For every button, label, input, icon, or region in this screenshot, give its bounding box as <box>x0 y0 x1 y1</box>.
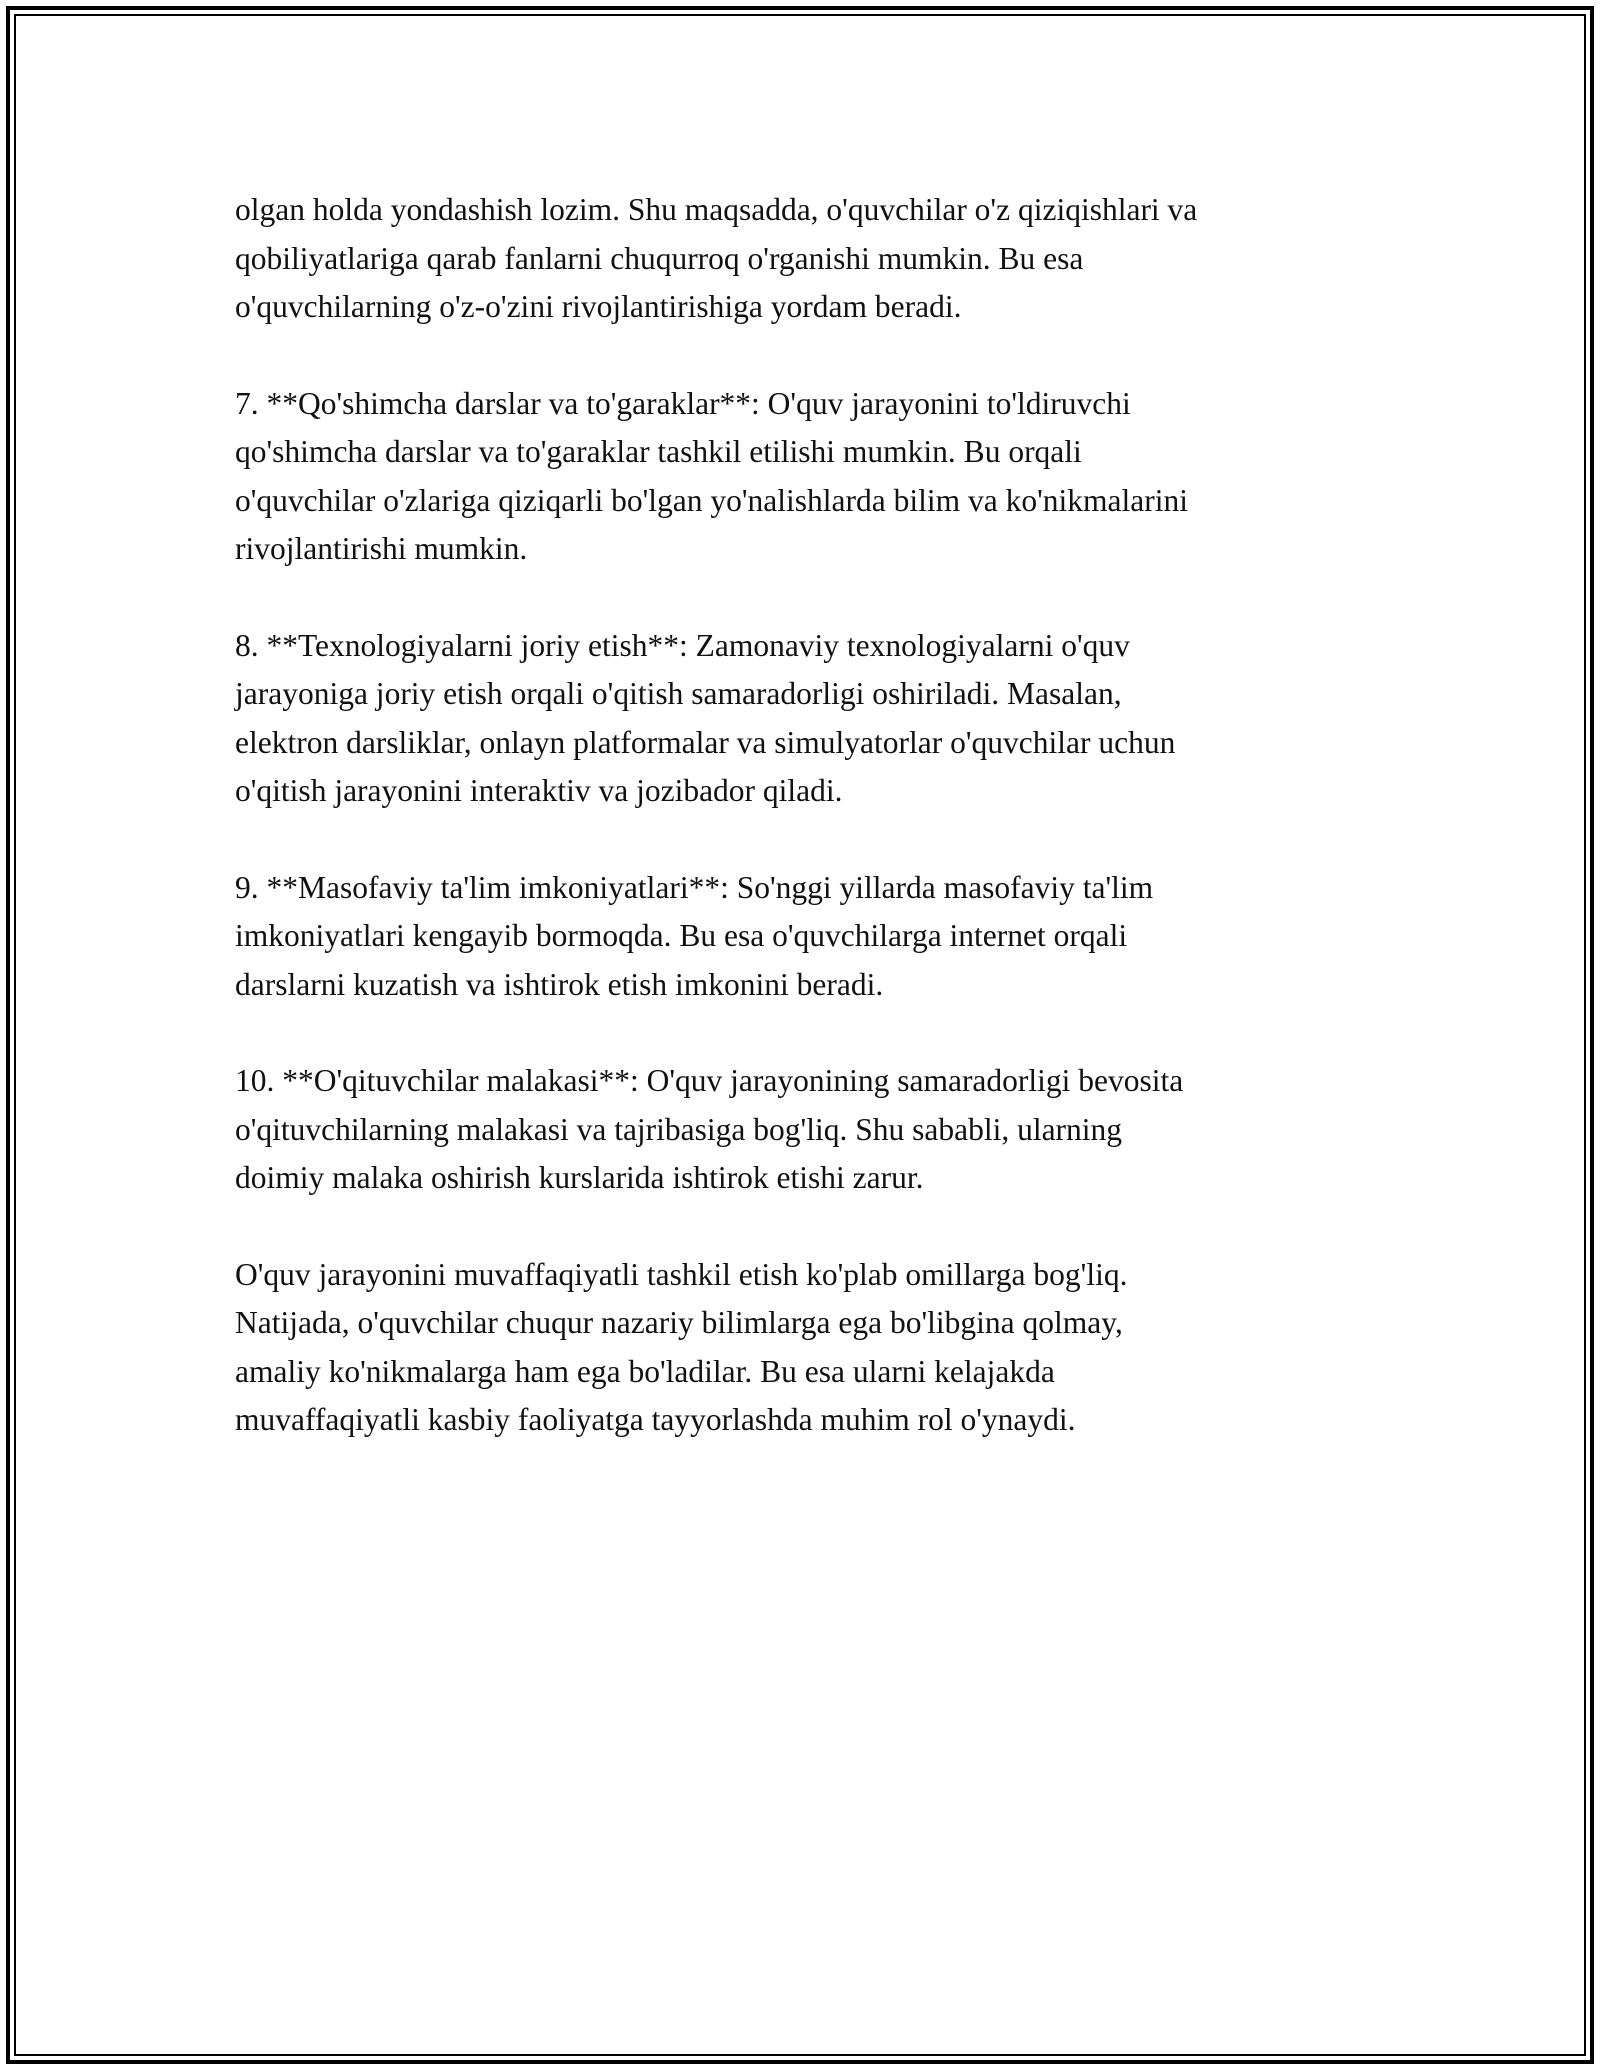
text-line: o'qitish jarayonini interaktiv va jozibador qiladi. <box>235 773 843 808</box>
text-line: Natijada, o'quvchilar chuqur nazariy bilimlarga ega bo'libgina qolmay, <box>235 1305 1123 1340</box>
paragraph-item-10 <box>235 1057 1395 1203</box>
text-line: o'quvchilarning o'z-o'zini rivojlantirishiga yordam beradi. <box>235 289 962 324</box>
paragraph-conclusion <box>235 1251 1395 1445</box>
text-line: 10. **O'qituvchilar malakasi**: O'quv jarayonining samaradorligi bevosita <box>235 1063 1184 1098</box>
document-body <box>235 186 1395 1493</box>
text-line: jarayoniga joriy etish orqali o'qitish samaradorligi oshiriladi. Masalan, <box>235 676 1122 711</box>
text-line: muvaffaqiyatli kasbiy faoliyatga tayyorlashda muhim rol o'ynaydi. <box>235 1402 1076 1437</box>
text-line: rivojlantirishi mumkin. <box>235 531 528 566</box>
text-line: elektron darsliklar, onlayn platformalar va simulyatorlar o'quvchilar uchun <box>235 724 1176 760</box>
text-line: O'quv jarayonini muvaffaqiyatli tashkil etish ko'plab omillarga bog'liq. <box>235 1256 1128 1292</box>
text-line: o'quvchilar o'zlariga qiziqarli bo'lgan yo'nalishlarda bilim va ko'nikmalarini <box>235 482 1188 518</box>
text-line: qo'shimcha darslar va to'garaklar tashkil etilishi mumkin. Bu orqali <box>235 434 1082 469</box>
paragraph-item-7 <box>235 380 1395 574</box>
text-line: olgan holda yondashish lozim. Shu maqsadda, o'quvchilar o'z qiziqishlari va <box>235 192 1198 227</box>
paragraph-intro-continuation <box>235 186 1395 332</box>
text-line: 8. **Texnologiyalarni joriy etish**: Zamonaviy texnologiyalarni o'quv <box>235 627 1130 663</box>
paragraph-item-9 <box>235 864 1395 1010</box>
text-line: darslarni kuzatish va ishtirok etish imkonini beradi. <box>235 966 884 1002</box>
text-line: imkoniyatlari kengayib bormoqda. Bu esa o'quvchilarga internet orqali <box>235 918 1128 953</box>
paragraph-item-8 <box>235 622 1395 816</box>
text-line: doimiy malaka oshirish kurslarida ishtirok etishi zarur. <box>235 1160 924 1195</box>
text-line: 9. **Masofaviy ta'lim imkoniyatlari**: So'nggi yillarda masofaviy ta'lim <box>235 869 1154 905</box>
text-line: o'qituvchilarning malakasi va tajribasiga bog'liq. Shu sababli, ularning <box>235 1111 1123 1147</box>
text-line: 7. **Qo'shimcha darslar va to'garaklar**: O'quv jarayonini to'ldiruvchi <box>235 385 1131 421</box>
text-line: qobiliyatlariga qarab fanlarni chuqurroq o'rganishi mumkin. Bu esa <box>235 240 1084 276</box>
text-line: amaliy ko'nikmalarga ham ega bo'ladilar. Bu esa ularni kelajakda <box>235 1353 1055 1389</box>
